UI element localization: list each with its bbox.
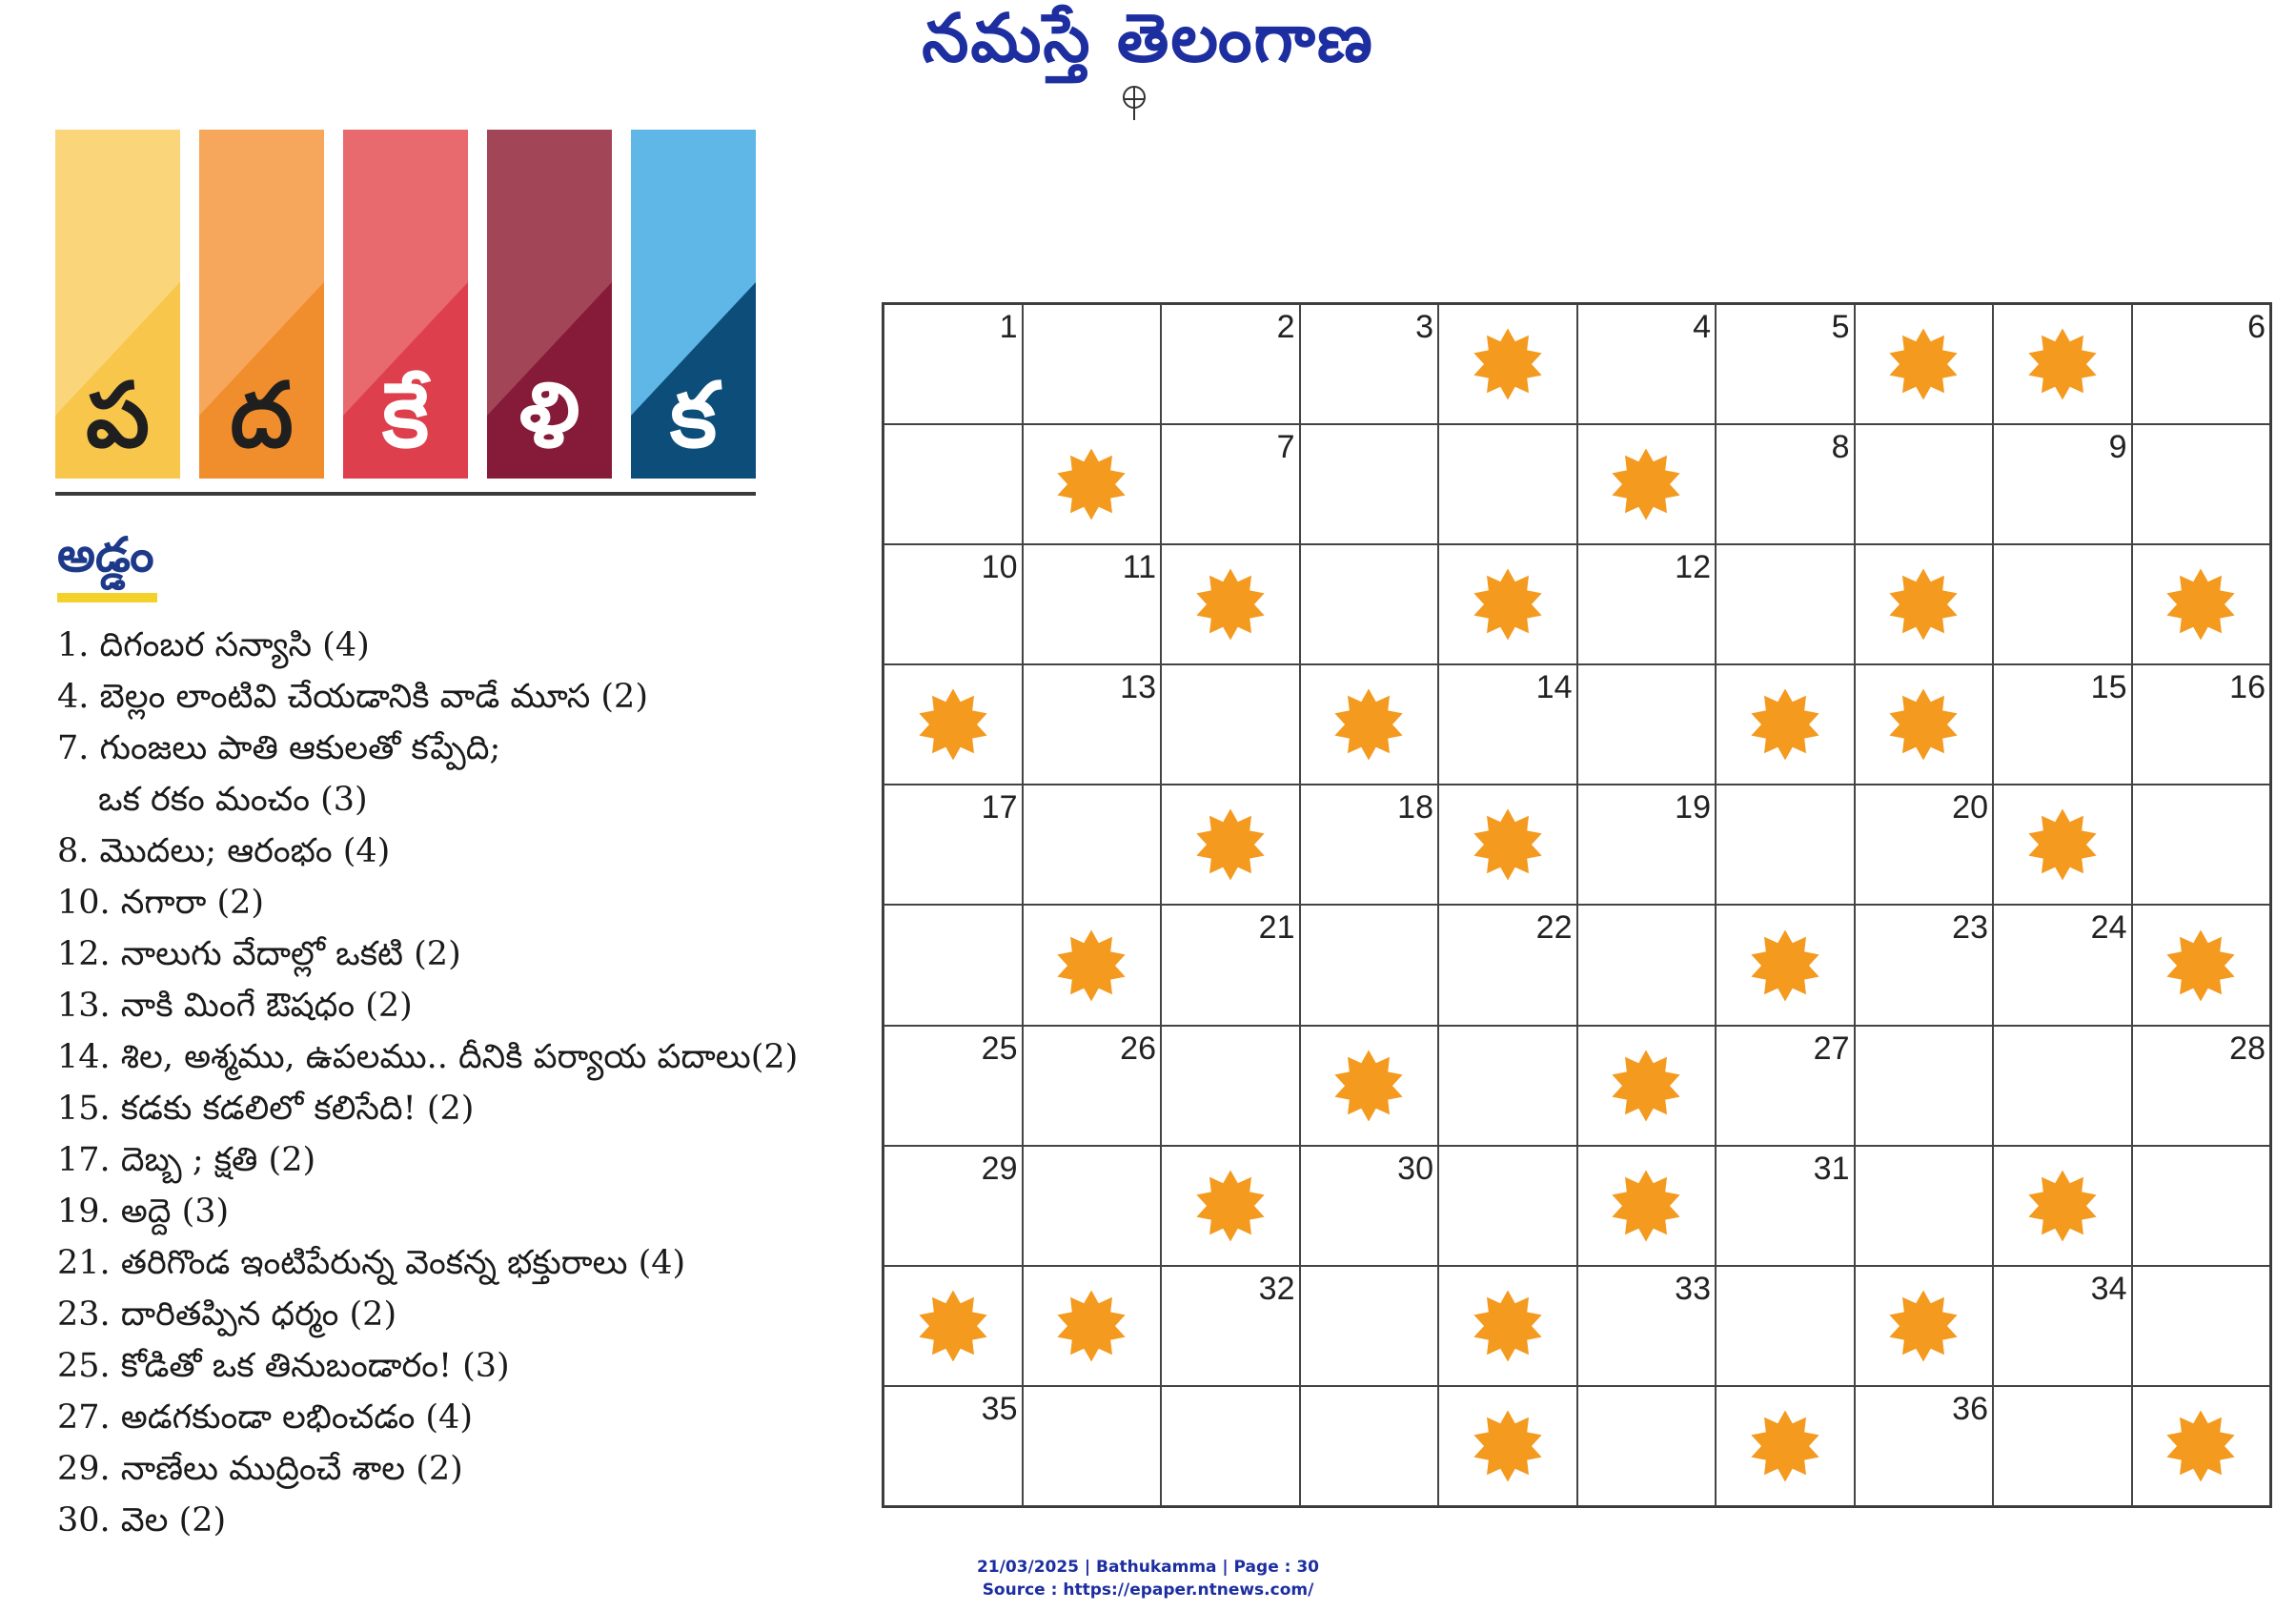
- grid-block-cell: [1716, 905, 1855, 1025]
- grid-cell[interactable]: [1577, 1266, 1717, 1386]
- grid-cell[interactable]: [1300, 424, 1439, 544]
- grid-block-cell: [1855, 304, 1994, 424]
- clue-number: 12: [1675, 549, 1711, 586]
- star-block-icon: [2025, 1169, 2100, 1243]
- clue-number: 34: [2090, 1270, 2127, 1307]
- grid-cell[interactable]: [2132, 664, 2271, 785]
- grid-cell[interactable]: [884, 1026, 1023, 1146]
- grid-cell[interactable]: [1577, 304, 1717, 424]
- logo-tile: [199, 130, 324, 479]
- across-clue: ఒక రకం మంచం (3): [98, 781, 368, 819]
- masthead-title: నమస్తే తెలంగాణ: [922, 0, 1374, 77]
- across-clue: 12. నాలుగు వేదాల్లో ఒకటి (2): [57, 935, 461, 973]
- grid-cell[interactable]: [1855, 424, 1994, 544]
- logo-letter: కే: [381, 364, 430, 468]
- grid-cell[interactable]: [1300, 785, 1439, 905]
- grid-cell[interactable]: [1023, 544, 1162, 664]
- clue-number: 16: [2229, 669, 2266, 706]
- grid-block-cell: [1438, 304, 1577, 424]
- grid-cell[interactable]: [884, 1146, 1023, 1266]
- grid-cell[interactable]: [1716, 424, 1855, 544]
- star-block-icon: [2164, 1409, 2238, 1483]
- across-heading: అడ్డం: [57, 527, 154, 582]
- grid-block-cell: [1161, 544, 1300, 664]
- star-block-icon: [1193, 567, 1268, 642]
- star-block-icon: [1609, 1169, 1683, 1243]
- grid-cell[interactable]: [1577, 544, 1717, 664]
- star-block-icon: [2164, 928, 2238, 1003]
- grid-cell[interactable]: [1577, 785, 1717, 905]
- grid-cell[interactable]: [1023, 785, 1162, 905]
- grid-cell[interactable]: [1023, 304, 1162, 424]
- grid-cell[interactable]: [1161, 905, 1300, 1025]
- clue-number: 25: [981, 1030, 1018, 1067]
- logo-letter: క: [669, 364, 718, 468]
- grid-cell[interactable]: [884, 544, 1023, 664]
- grid-cell[interactable]: [1716, 1026, 1855, 1146]
- padakeli-logo: [55, 130, 756, 482]
- grid-cell[interactable]: [1855, 905, 1994, 1025]
- grid-block-cell: [1993, 304, 2132, 424]
- grid-cell[interactable]: [1993, 664, 2132, 785]
- clue-number: 5: [1831, 309, 1850, 345]
- clue-number: 28: [2229, 1030, 2266, 1067]
- clue-number: 26: [1120, 1030, 1156, 1067]
- page-footer: [0, 1556, 2296, 1601]
- clue-number: 6: [2247, 309, 2266, 345]
- grid-cell[interactable]: [1300, 544, 1439, 664]
- grid-block-cell: [1577, 424, 1717, 544]
- star-block-icon: [2025, 327, 2100, 401]
- star-block-icon: [1054, 447, 1128, 521]
- star-block-icon: [1886, 327, 1961, 401]
- crossword-grid: [882, 302, 2272, 1508]
- clue-number: 31: [1813, 1150, 1850, 1187]
- grid-cell[interactable]: [1993, 1386, 2132, 1506]
- star-block-icon: [1054, 928, 1128, 1003]
- clue-number: 2: [1276, 309, 1295, 345]
- logo-letter: ళి: [518, 364, 580, 468]
- grid-cell[interactable]: [1300, 905, 1439, 1025]
- grid-cell[interactable]: [1023, 664, 1162, 785]
- logo-tile: [343, 130, 468, 479]
- clue-number: 17: [981, 789, 1018, 826]
- clue-number: 27: [1813, 1030, 1850, 1067]
- logo-tile: [631, 130, 756, 479]
- clue-number: 24: [2090, 909, 2127, 947]
- star-block-icon: [1471, 327, 1545, 401]
- star-block-icon: [1886, 1289, 1961, 1363]
- grid-cell[interactable]: [1993, 544, 2132, 664]
- grid-cell[interactable]: [1855, 1386, 1994, 1506]
- grid-block-cell: [1300, 664, 1439, 785]
- grid-cell[interactable]: [1438, 1026, 1577, 1146]
- grid-block-cell: [1855, 544, 1994, 664]
- grid-cell[interactable]: [1300, 1146, 1439, 1266]
- star-block-icon: [1193, 807, 1268, 882]
- grid-cell[interactable]: [1023, 1146, 1162, 1266]
- star-block-icon: [1054, 1289, 1128, 1363]
- across-clue: 1. దిగంబర సన్యాసి (4): [57, 626, 370, 664]
- grid-cell[interactable]: [1161, 1026, 1300, 1146]
- grid-block-cell: [1855, 1266, 1994, 1386]
- clue-number: 4: [1693, 309, 1711, 345]
- grid-cell[interactable]: [2132, 785, 2271, 905]
- across-clue: 13. నాకి మింగే ఔషధం (2): [57, 987, 413, 1025]
- across-clue: 10. నగారా (2): [57, 884, 265, 922]
- grid-cell[interactable]: [884, 304, 1023, 424]
- grid-cell[interactable]: [1716, 1146, 1855, 1266]
- star-block-icon: [1471, 1409, 1545, 1483]
- clue-number: 10: [981, 549, 1018, 586]
- star-block-icon: [1748, 928, 1822, 1003]
- grid-block-cell: [1161, 1146, 1300, 1266]
- grid-cell[interactable]: [2132, 1266, 2271, 1386]
- grid-cell[interactable]: [1577, 664, 1717, 785]
- grid-cell[interactable]: [884, 424, 1023, 544]
- star-block-icon: [1193, 1169, 1268, 1243]
- grid-block-cell: [1577, 1146, 1717, 1266]
- across-clue-list: [57, 620, 820, 1546]
- clue-number: 20: [1952, 789, 1988, 826]
- grid-block-cell: [2132, 544, 2271, 664]
- across-clue: 27. అడగకుండా లభించడం (4): [57, 1398, 474, 1437]
- star-block-icon: [1748, 687, 1822, 762]
- grid-cell[interactable]: [1716, 544, 1855, 664]
- grid-cell[interactable]: [884, 785, 1023, 905]
- grid-cell[interactable]: [1716, 1266, 1855, 1386]
- grid-block-cell: [884, 664, 1023, 785]
- clue-number: 8: [1831, 429, 1850, 466]
- across-clue: 7. గుంజలు పాతి ఆకులతో కప్పేది;: [57, 729, 501, 767]
- logo-tile: [487, 130, 612, 479]
- across-heading-underline: [57, 593, 157, 602]
- across-clue: 8. మొదలు; ఆరంభం (4): [57, 832, 391, 870]
- grid-cell[interactable]: [1023, 1386, 1162, 1506]
- clue-number: 32: [1258, 1270, 1295, 1307]
- grid-cell[interactable]: [1716, 785, 1855, 905]
- star-block-icon: [2164, 567, 2238, 642]
- clue-number: 7: [1276, 429, 1295, 466]
- clue-number: 11: [1122, 549, 1156, 586]
- grid-cell[interactable]: [1855, 1146, 1994, 1266]
- logo-tile: [55, 130, 180, 479]
- clue-number: 23: [1952, 909, 1988, 947]
- grid-block-cell: [1577, 1026, 1717, 1146]
- grid-block-cell: [1023, 424, 1162, 544]
- grid-block-cell: [1438, 1266, 1577, 1386]
- across-clue: 14. శిల, అశ్మము, ఉపలము.. దీనికి పర్యాయ పదాలు(2): [57, 1038, 799, 1076]
- grid-block-cell: [1438, 785, 1577, 905]
- star-block-icon: [1331, 1049, 1406, 1123]
- logo-letter: ద: [230, 364, 294, 468]
- grid-cell[interactable]: [1577, 1386, 1717, 1506]
- grid-cell[interactable]: [884, 905, 1023, 1025]
- star-block-icon: [1331, 687, 1406, 762]
- grid-cell[interactable]: [1300, 1386, 1439, 1506]
- across-clue: 19. అద్దె (3): [57, 1193, 230, 1231]
- clue-number: 18: [1397, 789, 1433, 826]
- grid-cell[interactable]: [1716, 304, 1855, 424]
- logo-letter: ప: [86, 364, 150, 468]
- footer-date-line: 21/03/2025 | Bathukamma | Page : 30: [976, 1558, 1320, 1577]
- grid-cell[interactable]: [1161, 1386, 1300, 1506]
- grid-cell[interactable]: [1993, 905, 2132, 1025]
- grid-cell[interactable]: [1438, 1146, 1577, 1266]
- grid-cell[interactable]: [1993, 1026, 2132, 1146]
- clue-number: 14: [1535, 669, 1573, 706]
- grid-cell[interactable]: [1438, 905, 1577, 1025]
- clue-number: 15: [2090, 669, 2127, 706]
- grid-block-cell: [1023, 905, 1162, 1025]
- grid-block-cell: [1023, 1266, 1162, 1386]
- grid-block-cell: [884, 1266, 1023, 1386]
- clue-number: 36: [1952, 1390, 1988, 1427]
- grid-cell[interactable]: [1300, 304, 1439, 424]
- masthead-emblem-icon: [1115, 84, 1153, 122]
- clue-number: 33: [1675, 1270, 1711, 1307]
- across-clue: 29. నాణేలు ముద్రించే శాల (2): [57, 1450, 463, 1488]
- clue-number: 35: [981, 1390, 1018, 1427]
- grid-cell[interactable]: [1161, 664, 1300, 785]
- grid-cell[interactable]: [2132, 1026, 2271, 1146]
- grid-block-cell: [1161, 785, 1300, 905]
- grid-block-cell: [1716, 664, 1855, 785]
- star-block-icon: [1609, 447, 1683, 521]
- clue-number: 1: [999, 309, 1018, 345]
- star-block-icon: [2025, 807, 2100, 882]
- grid-block-cell: [2132, 1386, 2271, 1506]
- across-clue: 30. వెల (2): [57, 1501, 227, 1540]
- grid-block-cell: [1855, 664, 1994, 785]
- grid-cell[interactable]: [1161, 304, 1300, 424]
- star-block-icon: [1609, 1049, 1683, 1123]
- clue-number: 21: [1258, 909, 1295, 947]
- star-block-icon: [1471, 567, 1545, 642]
- across-clue: 25. కోడితో ఒక తినుబండారం! (3): [57, 1347, 510, 1385]
- grid-block-cell: [1993, 1146, 2132, 1266]
- grid-block-cell: [1438, 544, 1577, 664]
- star-block-icon: [916, 1289, 990, 1363]
- across-clue: 21. తరిగొండ ఇంటిపేరున్న వెంకన్న భక్తురాలు (4): [57, 1244, 686, 1282]
- grid-cell[interactable]: [1300, 1266, 1439, 1386]
- grid-cell[interactable]: [1161, 424, 1300, 544]
- star-block-icon: [1471, 807, 1545, 882]
- star-block-icon: [916, 687, 990, 762]
- grid-cell[interactable]: [1023, 1026, 1162, 1146]
- grid-cell[interactable]: [1438, 424, 1577, 544]
- logo-divider: [55, 492, 756, 496]
- grid-block-cell: [1300, 1026, 1439, 1146]
- clue-number: 30: [1397, 1150, 1433, 1187]
- clue-number: 29: [981, 1150, 1018, 1187]
- clue-number: 22: [1535, 909, 1573, 947]
- across-clue: 17. దెబ్బ ; క్షతి (2): [57, 1141, 316, 1179]
- grid-cell[interactable]: [1161, 1266, 1300, 1386]
- grid-cell[interactable]: [1855, 1026, 1994, 1146]
- across-clue: 4. బెల్లం లాంటివి చేయడానికి వాడే మూస (2): [57, 678, 648, 716]
- grid-cell[interactable]: [1438, 664, 1577, 785]
- grid-block-cell: [1716, 1386, 1855, 1506]
- grid-block-cell: [2132, 905, 2271, 1025]
- clue-number: 9: [2108, 429, 2127, 466]
- star-block-icon: [1748, 1409, 1822, 1483]
- grid-cell[interactable]: [1577, 905, 1717, 1025]
- across-clue: 23. దారితప్పిన ధర్మం (2): [57, 1295, 397, 1334]
- grid-cell[interactable]: [2132, 1146, 2271, 1266]
- clue-number: 3: [1415, 309, 1433, 345]
- grid-block-cell: [1438, 1386, 1577, 1506]
- clue-number: 13: [1120, 669, 1156, 706]
- grid-cell[interactable]: [2132, 424, 2271, 544]
- clue-number: 19: [1675, 789, 1711, 826]
- star-block-icon: [1886, 567, 1961, 642]
- grid-cell[interactable]: [2132, 304, 2271, 424]
- footer-source-line: Source : https://epaper.ntnews.com/: [982, 1580, 1314, 1600]
- grid-block-cell: [1993, 785, 2132, 905]
- grid-cell[interactable]: [1993, 424, 2132, 544]
- grid-cell[interactable]: [1855, 785, 1994, 905]
- star-block-icon: [1886, 687, 1961, 762]
- grid-cell[interactable]: [884, 1386, 1023, 1506]
- star-block-icon: [1471, 1289, 1545, 1363]
- across-clue: 15. కడకు కడలిలో కలిసేది! (2): [57, 1090, 475, 1128]
- grid-cell[interactable]: [1993, 1266, 2132, 1386]
